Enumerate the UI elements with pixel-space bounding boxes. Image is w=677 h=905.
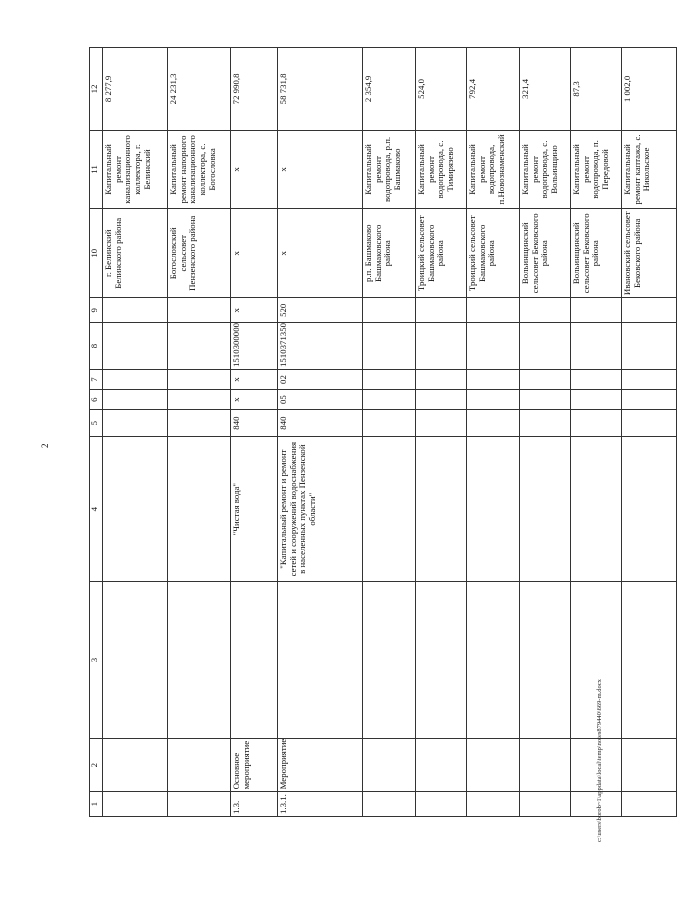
cell-col-11: Капитальный ремонт водопровода, с. Тимирязево [416,130,467,208]
cell-col-5: 840 [231,410,278,437]
cell-col-3 [278,582,363,738]
cell-col-5 [520,410,571,437]
cell-col-10: р.п. Башмаково Башмаковского района [363,209,416,298]
cell-col-6 [520,390,571,410]
cell-col-7 [363,369,416,389]
cell-col-3 [416,582,467,738]
cell-col-9 [520,298,571,323]
cell-col-7: х [231,369,278,389]
cell-col-2 [363,738,416,792]
cell-col-9 [103,298,168,323]
table-row [231,48,278,817]
cell-col-8 [571,323,622,370]
cell-col-7 [467,369,520,389]
cell-col-9 [467,298,520,323]
budget-table [89,47,677,817]
cell-col-11: Капитальный ремонт водопровода, п.Новознаменский [467,130,520,208]
cell-col-6 [168,390,231,410]
cell-col-10: Ивановский сельсовет Бековского района [622,209,677,298]
cell-col-5 [103,410,168,437]
cell-col-4 [467,437,520,582]
cell-col-11: Капитальный ремонт каптажа, с. Никольское [622,130,677,208]
cell-col-6 [363,390,416,410]
cell-col-3 [103,582,168,738]
cell-col-4 [520,437,571,582]
cell-col-10: Вольинщинский сельсовет Бековского района [520,209,571,298]
cell-col-1 [467,792,520,817]
table-row [467,48,520,817]
cell-col-2: Мероприятие [278,738,363,792]
cell-col-2: Основное мероприятие [231,738,278,792]
cell-col-9: х [231,298,278,323]
cell-col-11: Капитальный ремонт водопровода, с. Вольинщино [520,130,571,208]
cell-col-8 [622,323,677,370]
cell-col-10: Троицкий сельсовет Башмаковского района [416,209,467,298]
col-num: 4 [90,437,103,582]
cell-col-11: Капитальный ремонт напорного канализационного коллектора, с. Богословка [168,130,231,208]
cell-col-8: 1510371350 [278,323,363,370]
cell-col-1 [520,792,571,817]
cell-col-6: 05 [278,390,363,410]
cell-col-5 [467,410,520,437]
page-number: 2 [40,443,50,448]
cell-col-4 [416,437,467,582]
cell-col-9 [571,298,622,323]
cell-col-9 [363,298,416,323]
cell-col-3 [168,582,231,738]
cell-col-2 [416,738,467,792]
cell-col-1: 1.3. [231,792,278,817]
cell-col-2 [622,738,677,792]
col-num: 6 [90,390,103,410]
cell-col-11: Капитальный ремонт водопровода, р.п. Башмаково [363,130,416,208]
cell-col-6 [103,390,168,410]
cell-col-7 [520,369,571,389]
cell-col-10: Богословский сельсовет Пензенского района [168,209,231,298]
cell-col-10: х [278,209,363,298]
cell-col-11: Капитальный ремонт водопровода, п. Передовой [571,130,622,208]
cell-col-3 [363,582,416,738]
cell-col-3 [622,582,677,738]
cell-col-4: "Чистая вода" [231,437,278,582]
cell-col-4 [622,437,677,582]
cell-col-5 [416,410,467,437]
table-row [363,48,416,817]
table-row [416,48,467,817]
cell-col-8 [416,323,467,370]
col-num: 1 [90,792,103,817]
cell-col-11: Капитальный ремонт канализационного коллектора, г. Белинский [103,130,168,208]
cell-col-7 [103,369,168,389]
cell-col-1 [363,792,416,817]
col-num: 9 [90,298,103,323]
col-num: 3 [90,582,103,738]
cell-col-7 [571,369,622,389]
cell-col-12: 2 354,9 [363,48,416,131]
cell-col-3 [520,582,571,738]
cell-col-12: 72 990,8 [231,48,278,131]
cell-col-5: 840 [278,410,363,437]
header-row [90,48,103,817]
cell-col-11: х [231,130,278,208]
col-num: 2 [90,738,103,792]
cell-col-1 [416,792,467,817]
table-row [168,48,231,817]
table-row [520,48,571,817]
cell-col-3 [467,582,520,738]
cell-col-12: 524,0 [416,48,467,131]
cell-col-10: Троицкий сельсовет Башмаковского района [467,209,520,298]
cell-col-6 [622,390,677,410]
cell-col-2 [168,738,231,792]
cell-col-5 [622,410,677,437]
col-num: 12 [90,48,103,131]
cell-col-9: 520 [278,298,363,323]
cell-col-4 [363,437,416,582]
cell-col-10: г. Белинский Белинского района [103,209,168,298]
col-num: 11 [90,130,103,208]
cell-col-3 [231,582,278,738]
cell-col-12: 24 231,3 [168,48,231,131]
cell-col-5 [168,410,231,437]
cell-col-2 [520,738,571,792]
cell-col-2 [467,738,520,792]
cell-col-6: х [231,390,278,410]
cell-col-4 [103,437,168,582]
cell-col-7 [416,369,467,389]
cell-col-4 [168,437,231,582]
cell-col-6 [467,390,520,410]
col-num: 7 [90,369,103,389]
cell-col-12: 58 731,8 [278,48,363,131]
cell-col-6 [571,390,622,410]
cell-col-7: 02 [278,369,363,389]
cell-col-1: 1.3.1. [278,792,363,817]
cell-col-7 [622,369,677,389]
cell-col-8 [168,323,231,370]
cell-col-8 [520,323,571,370]
cell-col-11: х [278,130,363,208]
table-row [622,48,677,817]
cell-col-9 [168,298,231,323]
cell-col-4 [571,437,622,582]
cell-col-7 [168,369,231,389]
cell-col-12: 1 002,0 [622,48,677,131]
cell-col-6 [416,390,467,410]
cell-col-4: "Капитальный ремонт и ремонт сетей и сооружений водоснабжения в населенных пунктах Пензенской области" [278,437,363,582]
cell-col-9 [622,298,677,323]
footer-file-path: c:\users\borob~1\appdata\local\temp\notes879440\669-m.docx [596,679,603,842]
cell-col-12: 321,4 [520,48,571,131]
cell-col-2 [103,738,168,792]
col-num: 8 [90,323,103,370]
cell-col-12: 792,4 [467,48,520,131]
cell-col-1 [622,792,677,817]
cell-col-8: 1510300000 [231,323,278,370]
cell-col-8 [103,323,168,370]
table-row [103,48,168,817]
table-row [278,48,363,817]
cell-col-1 [103,792,168,817]
col-num: 5 [90,410,103,437]
cell-col-1 [168,792,231,817]
cell-col-5 [571,410,622,437]
cell-col-8 [363,323,416,370]
cell-col-12: 8 277,9 [103,48,168,131]
cell-col-10: Вольинщинский сельсовет Бековского района [571,209,622,298]
col-num: 10 [90,209,103,298]
cell-col-5 [363,410,416,437]
cell-col-8 [467,323,520,370]
cell-col-10: х [231,209,278,298]
cell-col-12: 87,3 [571,48,622,131]
cell-col-9 [416,298,467,323]
